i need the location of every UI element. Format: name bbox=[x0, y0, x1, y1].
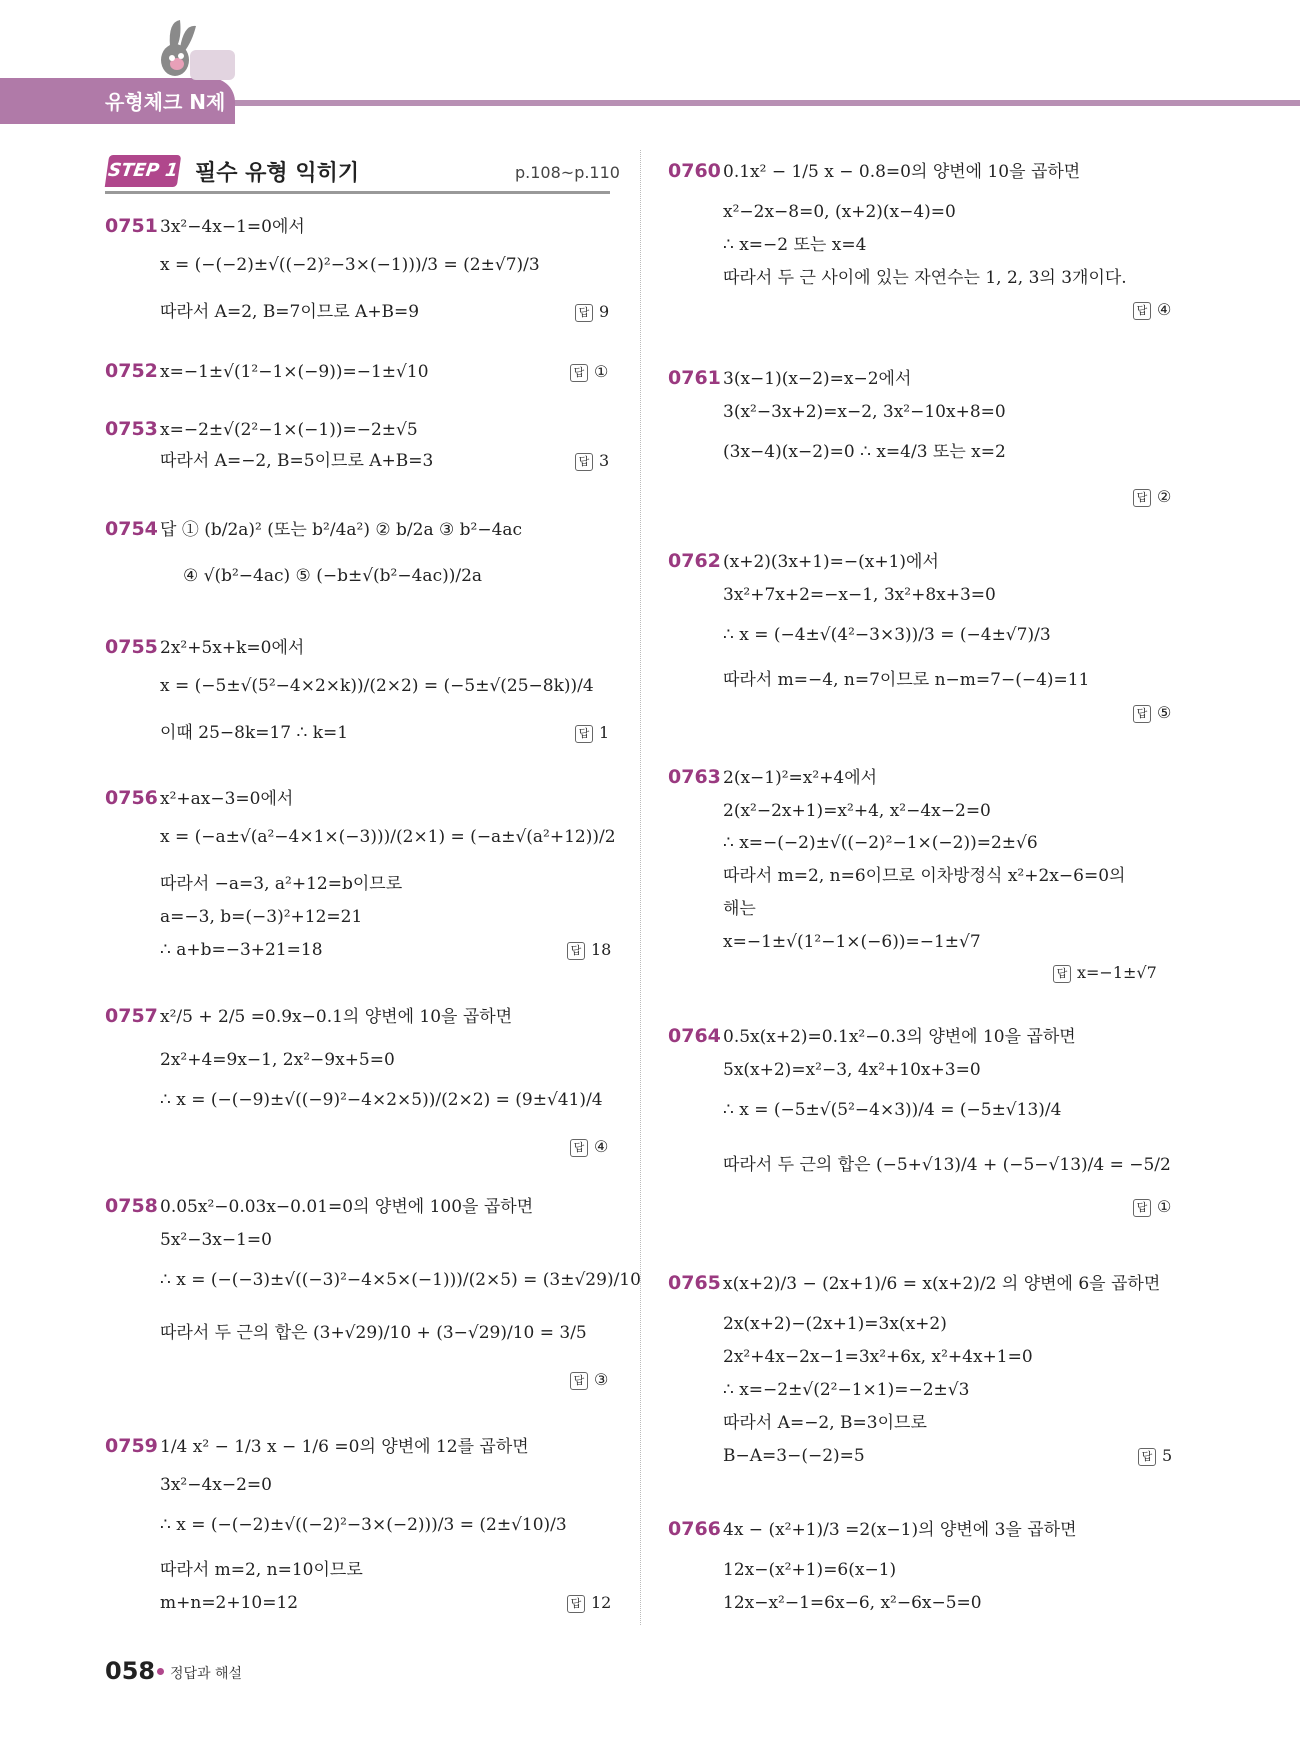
solution-line: 따라서 −a=3, a²+12=b이므로 bbox=[160, 874, 403, 894]
problem-number: 0754 bbox=[105, 518, 158, 540]
answer-value: ① bbox=[1157, 1197, 1172, 1216]
answer-value: 5 bbox=[1162, 1446, 1173, 1465]
solution-line: 1/4 x² − 1/3 x − 1/6 =0의 양변에 12를 곱하면 bbox=[160, 1437, 529, 1457]
problem-0758 bbox=[105, 1195, 641, 1395]
solution-line: 3x²+7x+2=−x−1, 3x²+8x+3=0 bbox=[723, 585, 996, 605]
solution-line: 따라서 m=−4, n=7이므로 n−m=7−(−4)=11 bbox=[723, 670, 1090, 690]
solution-line: x = (−5±√(5²−4×2×k))/(2×2) = (−5±√(25−8k))/4 bbox=[160, 676, 594, 696]
solution-line: 답 ① (b/2a)² (또는 b²/4a²) ② b/2a ③ b²−4ac bbox=[160, 520, 523, 540]
problem-0757 bbox=[105, 1005, 615, 1165]
step-title: 필수 유형 익히기 bbox=[195, 161, 360, 186]
solution-line: ∴ x=−2±√(2²−1×1)=−2±√3 bbox=[723, 1380, 970, 1400]
problem-number: 0761 bbox=[668, 367, 721, 389]
answer bbox=[1133, 487, 1171, 507]
solution-line: x²−2x−8=0, (x+2)(x−4)=0 bbox=[723, 202, 956, 222]
solution-line: ∴ x=−(−2)±√((−2)²−1×(−2))=2±√6 bbox=[723, 833, 1038, 853]
problem-number: 0760 bbox=[668, 160, 721, 182]
problem-0761 bbox=[668, 367, 1188, 507]
solution-line: 3x²−4x−1=0에서 bbox=[160, 217, 305, 237]
solution-line: B−A=3−(−2)=5 bbox=[723, 1446, 865, 1466]
solution-line: 해는 bbox=[723, 899, 756, 919]
solution-line: 0.5x(x+2)=0.1x²−0.3의 양변에 10을 곱하면 bbox=[723, 1027, 1076, 1047]
solution-line: ∴ x = (−(−3)±√((−3)²−4×5×(−1)))/(2×5) = (3±√29)/10 bbox=[160, 1270, 641, 1290]
solution-line: 3(x²−3x+2)=x−2, 3x²−10x+8=0 bbox=[723, 402, 1006, 422]
problem-number: 0753 bbox=[105, 418, 158, 440]
answer-mark: 답 bbox=[1133, 302, 1151, 320]
header-title: 유형체크 N제 bbox=[105, 90, 226, 114]
solution-line: 따라서 m=2, n=10이므로 bbox=[160, 1560, 363, 1580]
problem-number: 0764 bbox=[668, 1025, 721, 1047]
solution-line: 2(x²−2x+1)=x²+4, x²−4x−2=0 bbox=[723, 801, 991, 821]
solution-line: 따라서 두 근의 합은 (−5+√13)/4 + (−5−√13)/4 = −5/2 bbox=[723, 1155, 1171, 1175]
page-number: 058 bbox=[105, 1657, 156, 1685]
problem-0760 bbox=[668, 160, 1188, 320]
solution-line: 0.05x²−0.03x−0.01=0의 양변에 100을 곱하면 bbox=[160, 1197, 534, 1217]
solution-line: 3(x−1)(x−2)=x−2에서 bbox=[723, 369, 912, 389]
header-rule bbox=[200, 100, 1300, 106]
solution-line: 3x²−4x−2=0 bbox=[160, 1475, 272, 1495]
solution-line: 따라서 m=2, n=6이므로 이차방정식 x²+2x−6=0의 bbox=[723, 866, 1126, 886]
answer bbox=[1053, 963, 1157, 983]
answer-value: ⑤ bbox=[1157, 703, 1172, 722]
problem-number: 0756 bbox=[105, 787, 158, 809]
problem-0753 bbox=[105, 418, 615, 478]
answer-mark: 답 bbox=[575, 725, 593, 743]
answer bbox=[1138, 1446, 1172, 1466]
solution-line: x=−1±√(1²−1×(−9))=−1±√10 bbox=[160, 362, 429, 382]
rabbit-mascot-icon bbox=[150, 10, 240, 90]
solution-line: x(x+2)/3 − (2x+1)/6 = x(x+2)/2 의 양변에 6을 곱하면 bbox=[723, 1274, 1161, 1294]
problem-number: 0751 bbox=[105, 215, 158, 237]
problem-0752 bbox=[105, 360, 615, 390]
answer-value: ② bbox=[1157, 487, 1172, 506]
answer-mark: 답 bbox=[1133, 705, 1151, 723]
column-divider bbox=[640, 150, 642, 1625]
solution-line: ∴ x=−2 또는 x=4 bbox=[723, 235, 867, 255]
answer-mark: 답 bbox=[1053, 965, 1071, 983]
footer-bullet bbox=[157, 1668, 164, 1675]
solution-line: x = (−(−2)±√((−2)²−3×(−1)))/3 = (2±√7)/3 bbox=[160, 255, 540, 275]
answer-mark: 답 bbox=[1138, 1448, 1156, 1466]
answer bbox=[567, 1593, 611, 1613]
answer bbox=[575, 302, 609, 322]
answer bbox=[1133, 703, 1171, 723]
problem-0764 bbox=[668, 1025, 1188, 1215]
answer-value: 9 bbox=[599, 302, 610, 321]
answer-value: 3 bbox=[599, 451, 610, 470]
problem-0759 bbox=[105, 1435, 615, 1615]
solution-line: a=−3, b=(−3)²+12=21 bbox=[160, 907, 363, 927]
answer-mark: 답 bbox=[575, 304, 593, 322]
solution-line: 5x²−3x−1=0 bbox=[160, 1230, 272, 1250]
solution-line: ∴ x = (−4±√(4²−3×3))/3 = (−4±√7)/3 bbox=[723, 625, 1051, 645]
solution-line: m+n=2+10=12 bbox=[160, 1593, 299, 1613]
solution-line: 2x(x+2)−(2x+1)=3x(x+2) bbox=[723, 1314, 947, 1334]
problem-0756 bbox=[105, 787, 616, 960]
solution-line: 12x−(x²+1)=6(x−1) bbox=[723, 1560, 897, 1580]
solution-line: 5x(x+2)=x²−3, 4x²+10x+3=0 bbox=[723, 1060, 981, 1080]
answer bbox=[570, 362, 608, 382]
problem-number: 0763 bbox=[668, 766, 721, 788]
solution-line: 2(x−1)²=x²+4에서 bbox=[723, 768, 878, 788]
solution-line: 12x−x²−1=6x−6, x²−6x−5=0 bbox=[723, 1593, 982, 1613]
answer bbox=[570, 1370, 608, 1390]
solution-line: 따라서 두 근 사이에 있는 자연수는 1, 2, 3의 3개이다. bbox=[723, 268, 1127, 288]
problem-0766 bbox=[668, 1518, 1188, 1618]
answer bbox=[570, 1137, 608, 1157]
solution-line: ∴ x = (−(−2)±√((−2)²−3×(−2)))/3 = (2±√10)/3 bbox=[160, 1515, 567, 1535]
solution-line: ∴ a+b=−3+21=18 bbox=[160, 940, 323, 960]
answer-value: 1 bbox=[599, 723, 610, 742]
answer bbox=[575, 451, 609, 471]
solution-line: (x+2)(3x+1)=−(x+1)에서 bbox=[723, 552, 939, 572]
solution-line: 4x − (x²+1)/3 =2(x−1)의 양변에 3을 곱하면 bbox=[723, 1520, 1077, 1540]
answer-mark: 답 bbox=[570, 1139, 588, 1157]
solution-line: ∴ x = (−(−9)±√((−9)²−4×2×5))/(2×2) = (9±√41)/4 bbox=[160, 1090, 603, 1110]
answer-value: 18 bbox=[591, 940, 612, 959]
problem-number: 0759 bbox=[105, 1435, 158, 1457]
solution-line: (3x−4)(x−2)=0 ∴ x=4/3 또는 x=2 bbox=[723, 442, 1006, 462]
answer-mark: 답 bbox=[570, 1372, 588, 1390]
solution-line: 따라서 A=2, B=7이므로 A+B=9 bbox=[160, 302, 420, 322]
step-rule bbox=[105, 191, 610, 194]
answer-mark: 답 bbox=[1133, 1199, 1151, 1217]
solution-line: x²/5 + 2/5 =0.9x−0.1의 양변에 10을 곱하면 bbox=[160, 1007, 513, 1027]
step-badge: STEP 1 bbox=[105, 155, 181, 187]
step-page-range: p.108~p.110 bbox=[515, 163, 620, 182]
solution-line: 따라서 두 근의 합은 (3+√29)/10 + (3−√29)/10 = 3/5 bbox=[160, 1323, 587, 1343]
solution-line: x = (−a±√(a²−4×1×(−3)))/(2×1) = (−a±√(a²+12))/2 bbox=[160, 827, 616, 847]
answer-value: ① bbox=[594, 362, 609, 381]
answer-mark: 답 bbox=[567, 942, 585, 960]
page-header bbox=[0, 0, 1300, 130]
solution-line: 2x²+5x+k=0에서 bbox=[160, 638, 305, 658]
footer-label: 정답과 해설 bbox=[170, 1666, 243, 1682]
problem-number: 0755 bbox=[105, 636, 158, 658]
solution-line: ∴ x = (−5±√(5²−4×3))/4 = (−5±√13)/4 bbox=[723, 1100, 1062, 1120]
problem-number: 0757 bbox=[105, 1005, 158, 1027]
problem-0763 bbox=[668, 766, 1188, 986]
answer-value: ④ bbox=[594, 1137, 609, 1156]
problem-number: 0765 bbox=[668, 1272, 721, 1294]
problem-number: 0762 bbox=[668, 550, 721, 572]
answer bbox=[567, 940, 611, 960]
solution-line: 따라서 A=−2, B=3이므로 bbox=[723, 1413, 927, 1433]
problem-0755 bbox=[105, 636, 615, 746]
answer-value: x=−1±√7 bbox=[1077, 963, 1157, 982]
answer bbox=[1133, 300, 1171, 320]
answer-mark: 답 bbox=[570, 364, 588, 382]
solution-line: x²+ax−3=0에서 bbox=[160, 789, 294, 809]
solution-line: x=−1±√(1²−1×(−6))=−1±√7 bbox=[723, 932, 981, 952]
problem-0765 bbox=[668, 1272, 1188, 1472]
solution-line: 0.1x² − 1/5 x − 0.8=0의 양변에 10을 곱하면 bbox=[723, 162, 1081, 182]
problem-number: 0752 bbox=[105, 360, 158, 382]
answer-mark: 답 bbox=[567, 1595, 585, 1613]
solution-line: 이때 25−8k=17 ∴ k=1 bbox=[160, 723, 349, 743]
problem-0754 bbox=[105, 518, 615, 598]
answer-mark: 답 bbox=[575, 453, 593, 471]
problem-0762 bbox=[668, 550, 1188, 725]
solution-line: ④ √(b²−4ac) ⑤ (−b±√(b²−4ac))/2a bbox=[183, 566, 483, 586]
problem-number: 0766 bbox=[668, 1518, 721, 1540]
problem-0751 bbox=[105, 215, 615, 335]
problem-number: 0758 bbox=[105, 1195, 158, 1217]
solution-line: 2x²+4x−2x−1=3x²+6x, x²+4x+1=0 bbox=[723, 1347, 1033, 1367]
solution-line: 따라서 A=−2, B=5이므로 A+B=3 bbox=[160, 451, 434, 471]
solution-line: 2x²+4=9x−1, 2x²−9x+5=0 bbox=[160, 1050, 395, 1070]
answer bbox=[575, 723, 609, 743]
answer bbox=[1133, 1197, 1171, 1217]
answer-value: ③ bbox=[594, 1370, 609, 1389]
solution-line: x=−2±√(2²−1×(−1))=−2±√5 bbox=[160, 420, 418, 440]
answer-value: 12 bbox=[591, 1593, 612, 1612]
answer-mark: 답 bbox=[1133, 489, 1151, 507]
answer-value: ④ bbox=[1157, 300, 1172, 319]
